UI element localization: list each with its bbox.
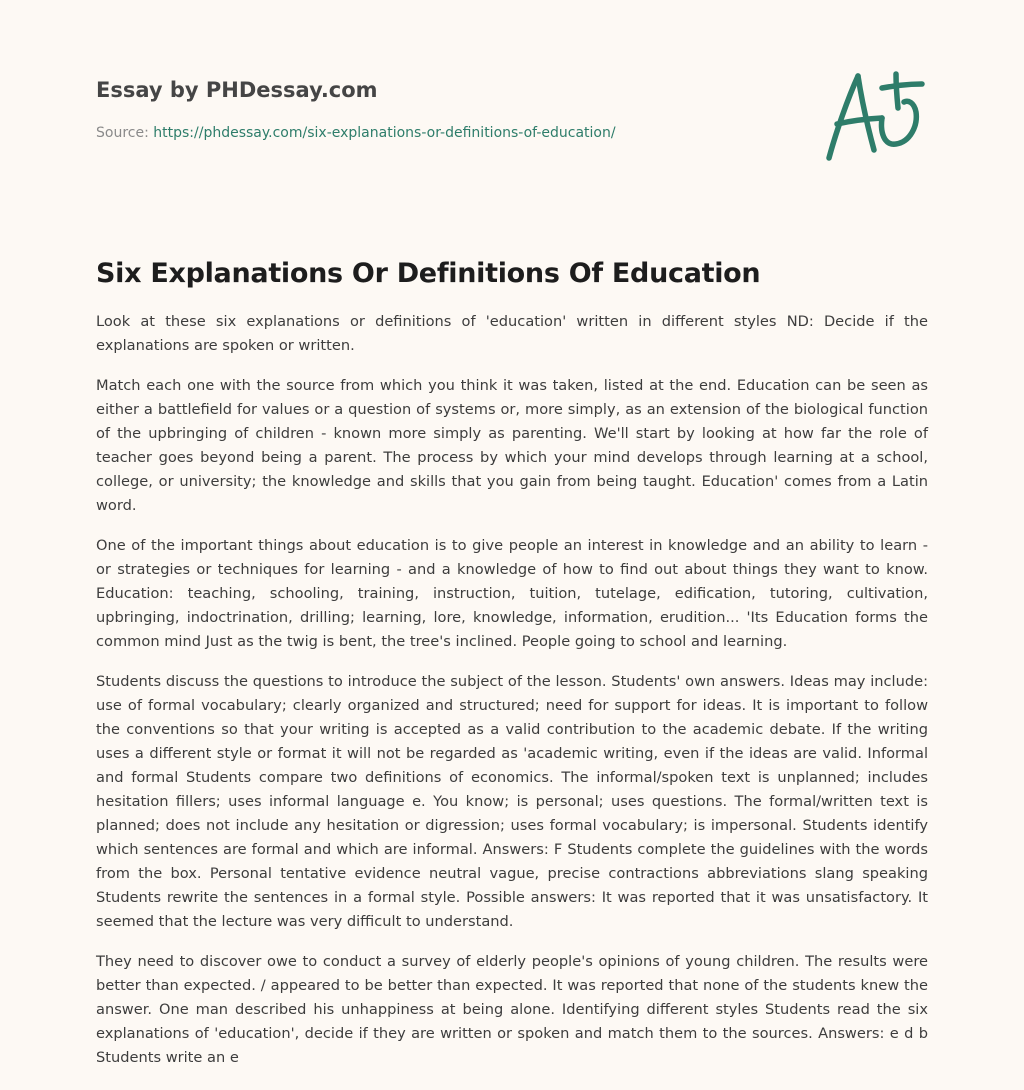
- a-plus-logo-icon: [818, 66, 930, 166]
- essay-content: [96, 256, 928, 1086]
- essay-paragraph: Look at these six explanations or definitions of 'education' written in different styles ND: Decide if the explanations are spoken or written.: [96, 313, 928, 354]
- essay-paragraph: Match each one with the source from which you think it was taken, listed at the end. Education can be seen as either a battlefield for values or a question of systems or, more simply, as an extension of the biological function of the upbringing of children - known more simply as parenting. We'll start by looking at how far the role of teacher goes beyond being a parent. The process by which your mind develops through learning at a school, college, or university; the knowledge and skills that you gain from being taught. Education' comes from a Latin word.: [96, 377, 928, 514]
- essay-paragraph: Students discuss the questions to introduce the subject of the lesson. Students' own answers. Ideas may include: use of formal vocabulary; clearly organized and structured; need for support for ideas. It is important to follow the conventions so that your writing is accepted as a valid contribution to the academic debate. If the writing uses a different style or format it will not be regarded as 'academic writing, even if the ideas are valid. Informal and formal Students compare two definitions of economics. The informal/spoken text is unplanned; includes hesitation fillers; uses informal language e. You know; is personal; uses questions. The formal/written text is planned; does not include any hesitation or digression; uses formal vocabulary; is impersonal. Students identify which sentences are formal and which are informal. Answers: F Students complete the guidelines with the words from the box. Personal tentative evidence neutral vague, precise contractions abbreviations slang speaking Students rewrite the sentences in a formal style. Possible answers: It was reported that it was unsatisfactory. It seemed that the lecture was very difficult to understand.: [96, 673, 928, 930]
- site-title: Essay by PHDessay.com: [96, 78, 378, 102]
- source-line: [96, 124, 796, 142]
- page-header: [96, 76, 796, 142]
- essay-paragraph: They need to discover owe to conduct a survey of elderly people's opinions of young children. The results were better than expected. / appeared to be better than expected. It was reported that none of the students knew the answer. One man described his unhappiness at being alone. Identifying different styles Students read the six explanations of 'education', decide if they are written or spoken and match them to the sources. Answers: e d b Students write an e: [96, 953, 928, 1066]
- essay-title: Six Explanations Or Definitions Of Education: [96, 258, 761, 289]
- source-label: Source:: [96, 125, 149, 141]
- essay-paragraph: One of the important things about education is to give people an interest in knowledge and an ability to learn - or strategies or techniques for learning - and a knowledge of how to find out about things they want to know. Education: teaching, schooling, training, instruction, tuition, tutelage, edification, tutoring, cultivation, upbringing, indoctrination, drilling; learning, lore, knowledge, information, erudition... 'Its Education forms the common mind Just as the twig is bent, the tree's inclined. People going to school and learning.: [96, 537, 928, 650]
- source-link[interactable]: https://phdessay.com/six-explanations-or-definitions-of-education/: [153, 125, 616, 141]
